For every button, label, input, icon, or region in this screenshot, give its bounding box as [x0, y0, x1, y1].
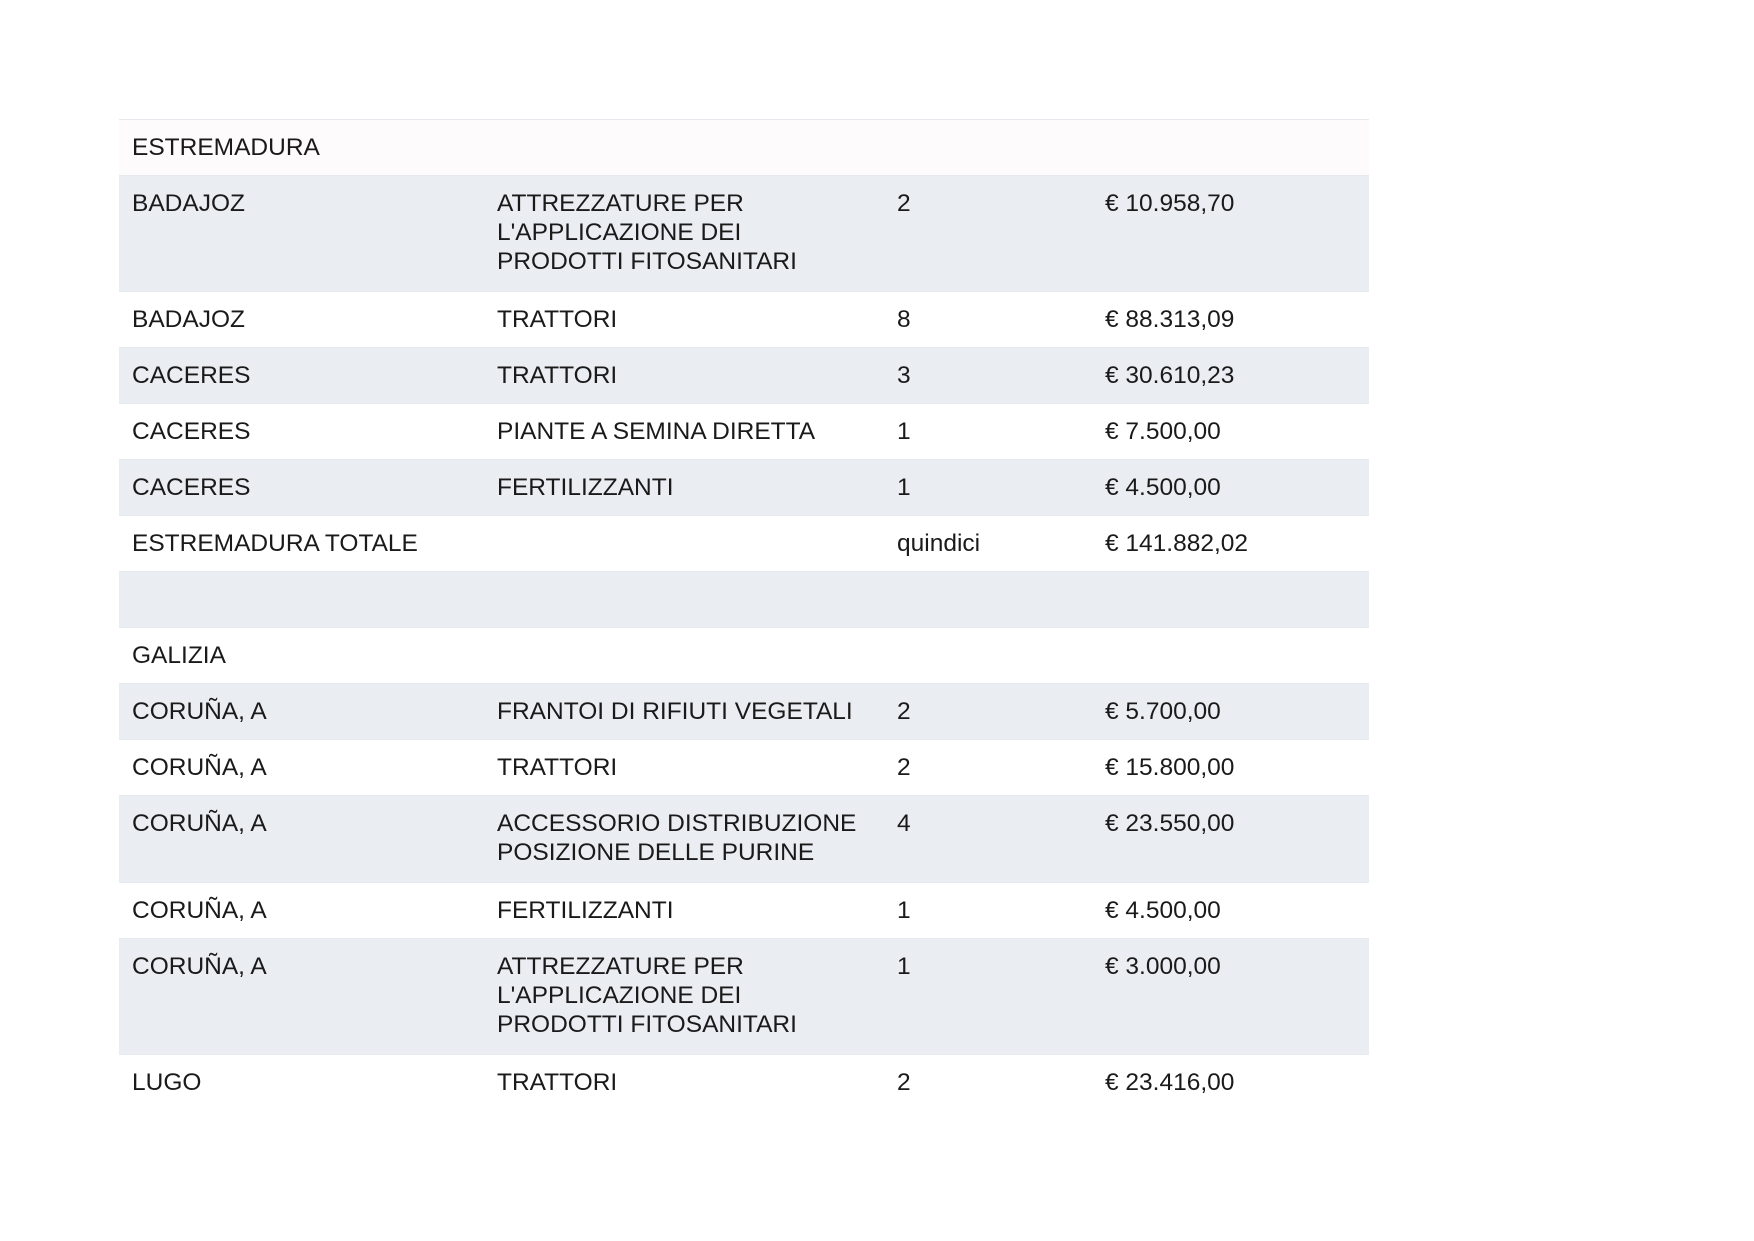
- item-cell: ATTREZZATURE PER L'APPLICAZIONE DEI PRODOTTI FITOSANITARI: [497, 190, 797, 275]
- region-cell: LUGO: [132, 1069, 202, 1096]
- table-row: [119, 460, 1369, 516]
- item-cell: ACCESSORIO DISTRIBUZIONE POSIZIONE DELLE PURINE: [497, 810, 857, 866]
- item-cell: PIANTE A SEMINA DIRETTA: [497, 418, 816, 445]
- amount-cell: € 7.500,00: [1105, 418, 1221, 445]
- table-row: [119, 176, 1369, 292]
- quantity-cell: 3: [897, 362, 911, 389]
- quantity-cell: 1: [897, 474, 911, 501]
- quantity-cell: 1: [897, 953, 911, 980]
- item-cell: [484, 120, 884, 176]
- quantity-cell: 1: [897, 897, 911, 924]
- quantity-cell: quindici: [897, 530, 981, 557]
- item-cell: TRATTORI: [497, 754, 618, 781]
- region-cell: CORUÑA, A: [132, 897, 267, 924]
- region-cell: CORUÑA, A: [132, 698, 267, 725]
- quantity-cell: 8: [897, 306, 911, 333]
- quantity-cell: [884, 572, 1092, 628]
- table-row: [119, 348, 1369, 404]
- amount-cell: € 4.500,00: [1105, 897, 1221, 924]
- quantity-cell: 2: [897, 698, 911, 725]
- quantity-cell: 4: [897, 810, 911, 837]
- table-row: [119, 939, 1369, 1055]
- item-cell: TRATTORI: [497, 362, 618, 389]
- quantity-cell: 2: [897, 754, 911, 781]
- region-cell: CORUÑA, A: [132, 754, 267, 781]
- table-row: [119, 684, 1369, 740]
- total-row: [119, 516, 1369, 572]
- amount-cell: € 23.550,00: [1105, 810, 1235, 837]
- region-cell: ESTREMADURA TOTALE: [132, 530, 418, 557]
- data-table: [119, 119, 1369, 1110]
- amount-cell: € 15.800,00: [1105, 754, 1235, 781]
- quantity-cell: [884, 120, 1092, 176]
- table-body: [119, 120, 1369, 1111]
- amount-cell: € 3.000,00: [1105, 953, 1221, 980]
- quantity-cell: 1: [897, 418, 911, 445]
- item-cell: TRATTORI: [497, 1069, 618, 1096]
- region-cell: CORUÑA, A: [132, 953, 267, 980]
- amount-cell: € 5.700,00: [1105, 698, 1221, 725]
- amount-cell: [1092, 572, 1369, 628]
- region-cell: CACERES: [132, 418, 251, 445]
- item-cell: TRATTORI: [497, 306, 618, 333]
- table-row: [119, 1055, 1369, 1111]
- region-cell: [119, 572, 484, 628]
- amount-cell: [1092, 628, 1369, 684]
- region-cell: CACERES: [132, 474, 251, 501]
- region-cell: GALIZIA: [132, 642, 226, 669]
- item-cell: FRANTOI DI RIFIUTI VEGETALI: [497, 698, 853, 725]
- item-cell: [484, 516, 884, 572]
- region-cell: CORUÑA, A: [132, 810, 267, 837]
- region-cell: BADAJOZ: [132, 306, 245, 333]
- quantity-cell: [884, 628, 1092, 684]
- amount-cell: € 10.958,70: [1105, 190, 1235, 217]
- item-cell: [484, 628, 884, 684]
- table-row: [119, 404, 1369, 460]
- table-row: [119, 796, 1369, 883]
- amount-cell: € 88.313,09: [1105, 306, 1235, 333]
- spacer-row: [119, 572, 1369, 628]
- table-row: [119, 740, 1369, 796]
- region-cell: ESTREMADURA: [132, 134, 320, 161]
- item-cell: ATTREZZATURE PER L'APPLICAZIONE DEI PRODOTTI FITOSANITARI: [497, 953, 797, 1038]
- quantity-cell: 2: [897, 1069, 911, 1096]
- amount-cell: € 4.500,00: [1105, 474, 1221, 501]
- region-cell: BADAJOZ: [132, 190, 245, 217]
- amount-cell: € 30.610,23: [1105, 362, 1235, 389]
- amount-cell: € 23.416,00: [1105, 1069, 1235, 1096]
- amount-cell: [1092, 120, 1369, 176]
- table-row: [119, 120, 1369, 176]
- item-cell: FERTILIZZANTI: [497, 474, 674, 501]
- table-row: [119, 883, 1369, 939]
- amount-cell: € 141.882,02: [1105, 530, 1249, 557]
- table-row: [119, 628, 1369, 684]
- item-cell: FERTILIZZANTI: [497, 897, 674, 924]
- table-row: [119, 292, 1369, 348]
- item-cell: [484, 572, 884, 628]
- region-cell: CACERES: [132, 362, 251, 389]
- quantity-cell: 2: [897, 190, 911, 217]
